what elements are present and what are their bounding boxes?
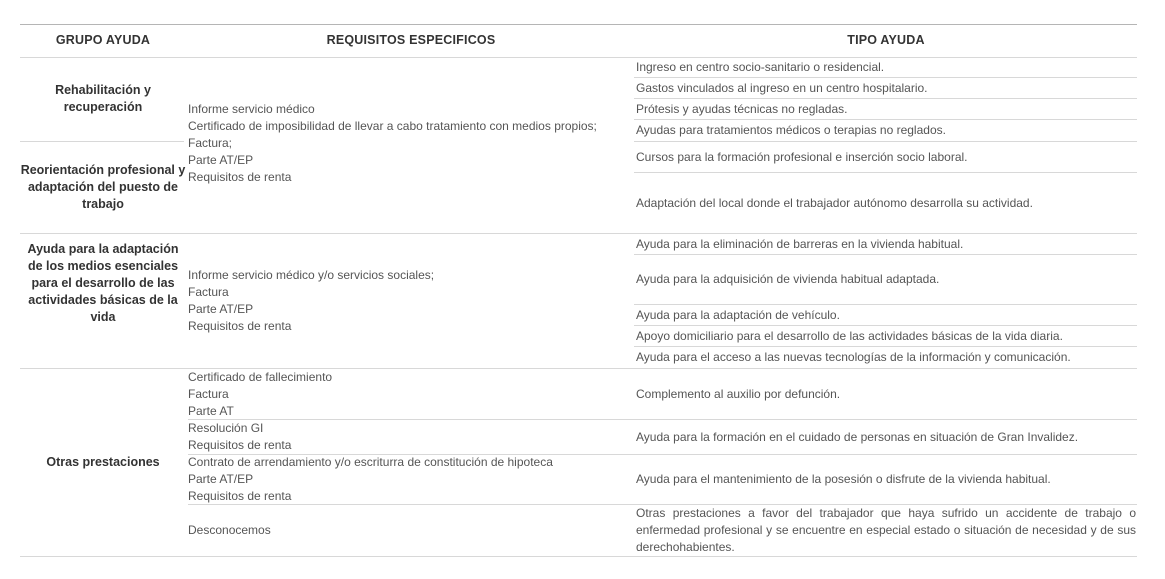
requisito-line: Resolución GI: [188, 421, 264, 435]
requisito-line: Factura;: [188, 136, 233, 150]
requisito-line: Informe servicio médico y/o servicios sociales;: [188, 268, 435, 282]
table-bottom-border: [20, 556, 1137, 557]
row-divider: [634, 346, 1137, 347]
requisitos-block-1: [188, 101, 634, 186]
requisito-line: Requisitos de renta: [188, 438, 292, 452]
tipo-ayuda-item: Cursos para la formación profesional e inserción socio laboral.: [636, 150, 968, 164]
tipo-ayuda-item: Adaptación del local donde el trabajador autónomo desarrolla su actividad.: [636, 196, 1033, 210]
group-divider: [20, 233, 1137, 234]
group-adaptacion-medios: Ayuda para la adaptación de los medios esenciales para el desarrollo de las actividades básicas de la vida: [27, 242, 179, 324]
group-reorientacion: Reorientación profesional y adaptación del puesto de trabajo: [20, 163, 186, 211]
requisito-line: Certificado de fallecimiento: [188, 370, 333, 384]
row-divider: [634, 325, 1137, 326]
group-divider: [20, 141, 184, 142]
header-requisitos: REQUISITOS ESPECIFICOS: [326, 33, 496, 47]
requisito-line: Parte AT/EP: [188, 153, 254, 167]
requisito-line: Requisitos de renta: [188, 319, 292, 333]
group-otras-prestaciones: Otras prestaciones: [46, 455, 160, 469]
requisito-line: Contrato de arrendamiento y/o escriturra de constitución de hipoteca: [188, 455, 553, 469]
header-grupo-ayuda: GRUPO AYUDA: [55, 33, 151, 47]
requisitos-block-3d: [188, 522, 634, 539]
requisitos-block-3b: [188, 420, 634, 454]
tipo-ayuda-item: Ayuda para el mantenimiento de la posesión o disfrute de la vivienda habitual.: [636, 472, 1051, 486]
tipo-ayuda-item: Ayuda para la formación en el cuidado de personas en situación de Gran Invalidez.: [636, 430, 1079, 444]
requisito-line: Certificado de imposibilidad de llevar a cabo tratamiento con medios propios;: [188, 119, 597, 133]
row-divider: [634, 98, 1137, 99]
table-top-border: [20, 24, 1137, 25]
requisito-line: Informe servicio médico: [188, 102, 315, 116]
requisito-line: Requisitos de renta: [188, 489, 292, 503]
requisito-line: Parte AT: [188, 404, 234, 418]
row-divider: [634, 254, 1137, 255]
tipo-ayuda-item: Ingreso en centro socio-sanitario o residencial.: [636, 60, 885, 74]
header-bottom-border: [20, 57, 1137, 58]
tipo-ayuda-item: Complemento al auxilio por defunción.: [636, 387, 841, 401]
tipo-ayuda-item: Otras prestaciones a favor del trabajador que haya sufrido un accidente de trabajo o enfermedad profesional y se encuentre en especial estado o situación de necesidad y de sus derechohabientes.: [636, 506, 1136, 554]
tipo-ayuda-item: Gastos vinculados al ingreso en un centro hospitalario.: [636, 81, 928, 95]
requisito-line: Desconocemos: [188, 523, 271, 537]
requisito-line: Parte AT/EP: [188, 472, 254, 486]
requisito-line: Requisitos de renta: [188, 170, 292, 184]
requisito-line: Parte AT/EP: [188, 302, 254, 316]
tipo-ayuda-item: Ayuda para la eliminación de barreras en la vivienda habitual.: [636, 237, 964, 251]
requisitos-block-3c: [188, 454, 634, 505]
tipo-ayuda-item: Ayuda para la adquisición de vivienda habitual adaptada.: [636, 272, 940, 286]
group-rehabilitacion: Rehabilitación y recuperación: [55, 83, 151, 114]
tipo-ayuda-item: Ayuda para el acceso a las nuevas tecnologías de la información y comunicación.: [636, 350, 1071, 364]
tipo-ayuda-item: Apoyo domiciliario para el desarrollo de las actividades básicas de la vida diaria.: [636, 329, 1063, 343]
row-divider: [634, 141, 1137, 142]
header-tipo-ayuda: TIPO AYUDA: [847, 33, 925, 47]
requisito-line: Factura: [188, 285, 229, 299]
requisitos-block-3a: [188, 369, 634, 420]
tipo-ayuda-item: Ayuda para la adaptación de vehículo.: [636, 308, 840, 322]
tipo-ayuda-item: Prótesis y ayudas técnicas no regladas.: [636, 102, 848, 116]
requisitos-block-2: [188, 267, 634, 335]
row-divider: [634, 77, 1137, 78]
tipo-ayuda-item: Ayudas para tratamientos médicos o terapias no reglados.: [636, 123, 946, 137]
row-divider: [634, 304, 1137, 305]
row-divider: [634, 119, 1137, 120]
row-divider: [634, 172, 1137, 173]
requisito-line: Factura: [188, 387, 229, 401]
